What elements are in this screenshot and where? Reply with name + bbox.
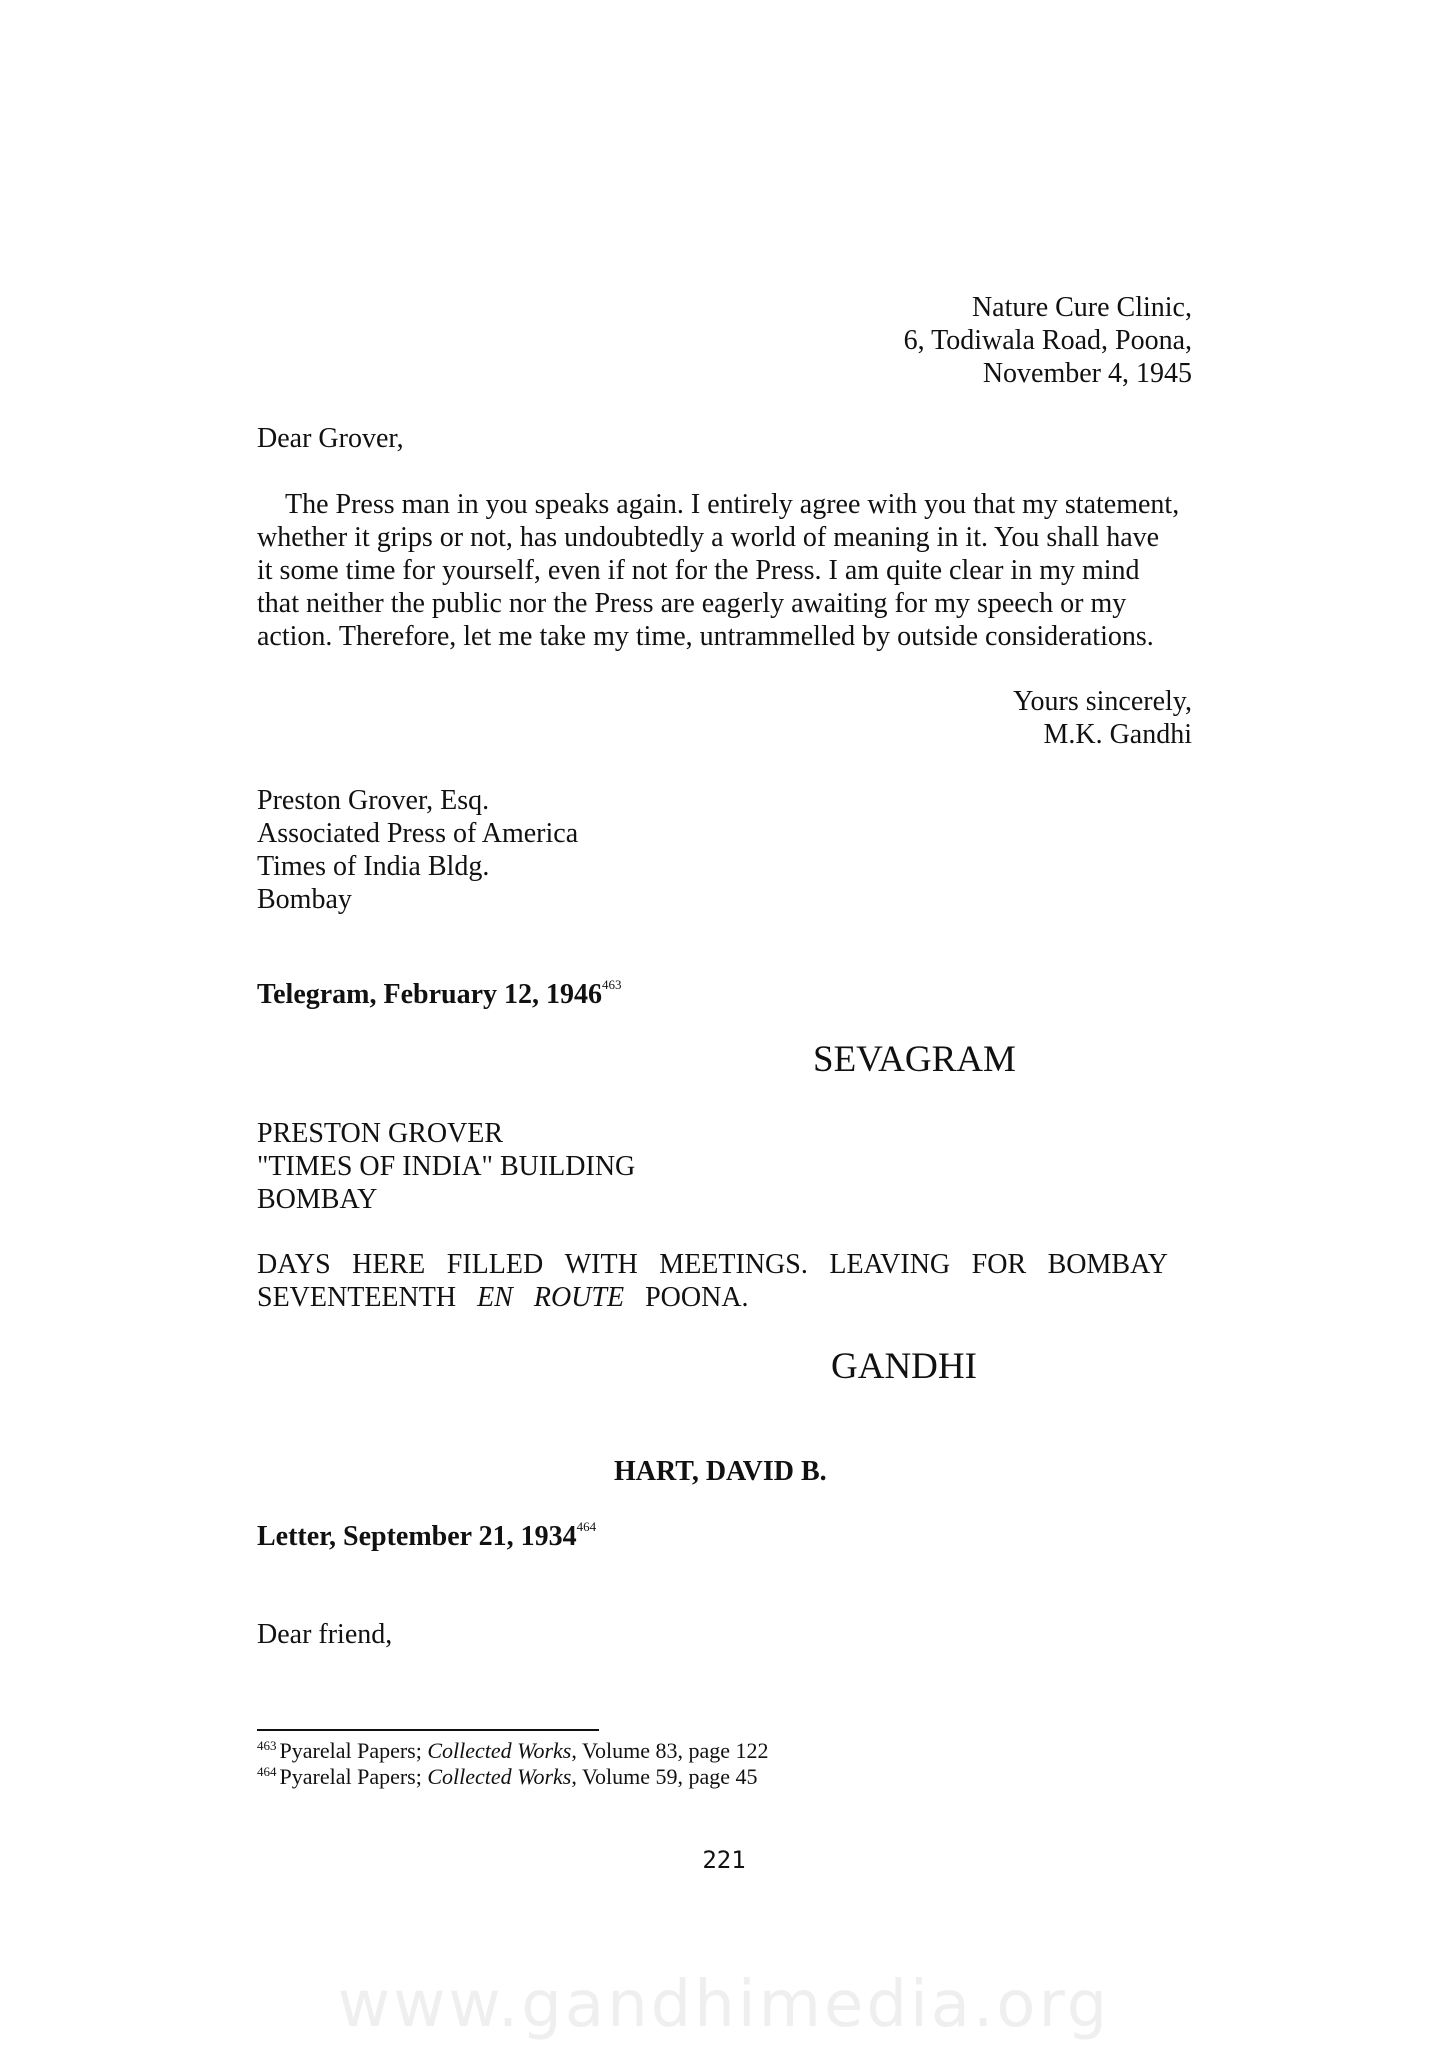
telegram-recipient-3: BOMBAY — [257, 1184, 378, 1215]
footnote-464 — [257, 1764, 758, 1793]
telegram-word: FILLED — [446, 1249, 544, 1280]
salutation: Dear Grover, — [257, 423, 404, 454]
page-number: 221 — [702, 1846, 746, 1874]
footnote-ref-463: 463 — [602, 976, 622, 992]
footnote-divider — [257, 1729, 599, 1731]
recipient-line-1: Preston Grover, Esq. — [257, 785, 490, 816]
telegram-heading — [257, 978, 622, 1011]
footnote-text: , Volume 83, page 122 — [571, 1738, 769, 1763]
footnote-text: Pyarelal Papers; — [279, 1764, 428, 1789]
recipient-line-4: Bombay — [257, 884, 352, 915]
telegram-recipient-1: PRESTON GROVER — [257, 1118, 504, 1149]
telegram-recipient-2: "TIMES OF INDIA" BUILDING — [257, 1151, 636, 1182]
recipient-line-3: Times of India Bldg. — [257, 851, 490, 882]
footnote-463 — [257, 1738, 769, 1767]
body-line: that neither the public nor the Press are eagerly awaiting for my speech or my — [257, 588, 1127, 619]
section-title: HART, DAVID B. — [614, 1456, 827, 1487]
footnote-text: , Volume 59, page 45 — [571, 1764, 758, 1789]
body-line: whether it grips or not, has undoubtedly a world of meaning in it. You shall have — [257, 522, 1160, 553]
footnote-text: Pyarelal Papers; — [279, 1738, 428, 1763]
telegram-word: BOMBAY — [1047, 1249, 1168, 1280]
telegram-word: HERE — [352, 1249, 426, 1280]
telegram-word: FOR — [971, 1249, 1027, 1280]
letter-date: November 4, 1945 — [982, 358, 1192, 389]
recipient-line-2: Associated Press of America — [257, 818, 579, 849]
salutation-2: Dear friend, — [257, 1619, 393, 1650]
telegram-word: DAYS — [257, 1249, 331, 1280]
telegram-word: POONA. — [645, 1282, 749, 1313]
telegram-italic-phrase: EN ROUTE — [477, 1282, 625, 1313]
body-line: action. Therefore, let me take my time, untrammelled by outside considerations. — [257, 621, 1154, 652]
footnote-number: 463 — [257, 1738, 277, 1753]
watermark: www.gandhimedia.org — [337, 1968, 1111, 2042]
closing: Yours sincerely, — [1013, 686, 1192, 717]
telegram-message-line-1 — [257, 1248, 1168, 1281]
telegram-word: WITH — [564, 1249, 638, 1280]
telegram-word: LEAVING — [829, 1249, 951, 1280]
footnote-number: 464 — [257, 1764, 277, 1779]
footnote-ref-464: 464 — [576, 1518, 597, 1534]
body-line: it some time for yourself, even if not for the Press. I am quite clear in my mind — [257, 555, 1140, 586]
letter-heading-text: Letter, September 21, 1934 — [257, 1521, 577, 1552]
telegram-sender: GANDHI — [831, 1346, 977, 1387]
telegram-heading-text: Telegram, February 12, 1946 — [257, 979, 603, 1010]
letter-body — [257, 488, 1203, 653]
telegram-origin: SEVAGRAM — [813, 1039, 1016, 1080]
body-line: The Press man in you speaks again. I entirely agree with you that my statement, — [285, 489, 1180, 520]
letter-heading — [257, 1520, 596, 1553]
address-line-1: Nature Cure Clinic, — [971, 292, 1192, 323]
signature: M.K. Gandhi — [1043, 719, 1192, 750]
footnote-title: Collected Works — [427, 1764, 572, 1789]
address-line-2: 6, Todiwala Road, Poona, — [903, 325, 1192, 356]
telegram-word: MEETINGS. — [659, 1249, 808, 1280]
telegram-message-line-2 — [257, 1281, 749, 1314]
telegram-word: SEVENTEENTH — [257, 1282, 457, 1313]
footnote-title: Collected Works — [427, 1738, 572, 1763]
